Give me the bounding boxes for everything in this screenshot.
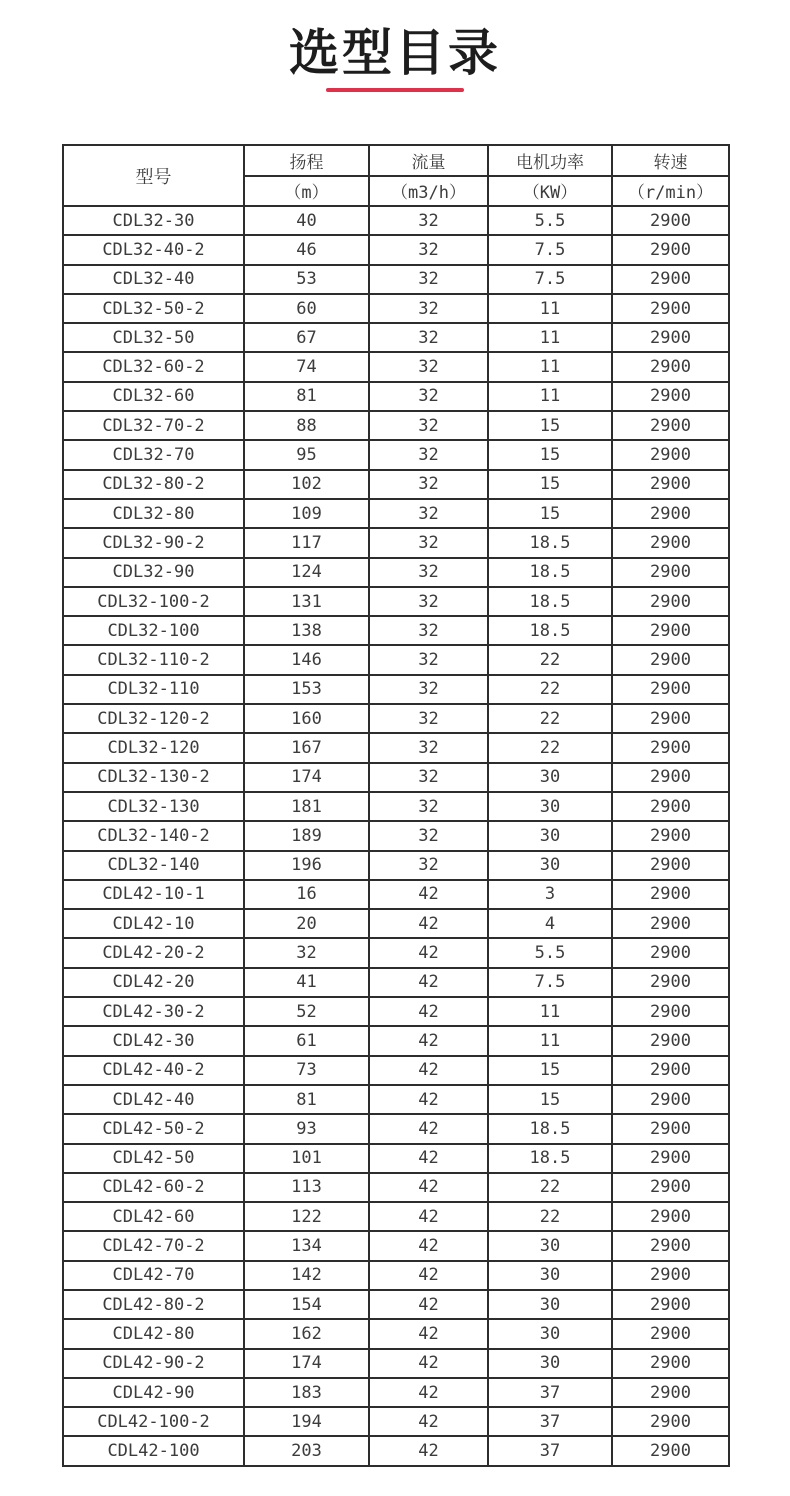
cell-head: 93	[244, 1114, 369, 1143]
cell-head: 60	[244, 294, 369, 323]
cell-head: 95	[244, 440, 369, 469]
cell-speed: 2900	[612, 440, 729, 469]
cell-head: 81	[244, 382, 369, 411]
cell-model: CDL32-130	[63, 792, 244, 821]
table-row	[63, 382, 729, 411]
column-unit-speed: （r/min）	[612, 176, 729, 207]
table-row	[63, 733, 729, 762]
cell-head: 101	[244, 1144, 369, 1173]
cell-model: CDL42-40	[63, 1085, 244, 1114]
cell-model: CDL42-30	[63, 1026, 244, 1055]
cell-power: 5.5	[488, 938, 612, 967]
table-row	[63, 1114, 729, 1143]
column-header-head: 扬程	[244, 145, 369, 176]
cell-speed: 2900	[612, 909, 729, 938]
cell-power: 18.5	[488, 558, 612, 587]
cell-flow: 42	[369, 1056, 488, 1085]
cell-head: 124	[244, 558, 369, 587]
cell-head: 174	[244, 763, 369, 792]
cell-speed: 2900	[612, 880, 729, 909]
cell-power: 30	[488, 763, 612, 792]
cell-head: 196	[244, 851, 369, 880]
cell-power: 11	[488, 997, 612, 1026]
cell-speed: 2900	[612, 1144, 729, 1173]
cell-speed: 2900	[612, 1378, 729, 1407]
cell-flow: 32	[369, 470, 488, 499]
cell-head: 153	[244, 675, 369, 704]
cell-head: 81	[244, 1085, 369, 1114]
cell-model: CDL32-90	[63, 558, 244, 587]
cell-power: 11	[488, 352, 612, 381]
cell-speed: 2900	[612, 1026, 729, 1055]
cell-power: 30	[488, 792, 612, 821]
cell-model: CDL32-80-2	[63, 470, 244, 499]
cell-head: 16	[244, 880, 369, 909]
cell-power: 22	[488, 1202, 612, 1231]
cell-power: 18.5	[488, 1144, 612, 1173]
table-row	[63, 821, 729, 850]
cell-flow: 42	[369, 1378, 488, 1407]
cell-head: 52	[244, 997, 369, 1026]
cell-speed: 2900	[612, 206, 729, 235]
catalog-table	[62, 144, 730, 1467]
cell-head: 167	[244, 733, 369, 762]
cell-flow: 32	[369, 323, 488, 352]
table-row	[63, 206, 729, 235]
cell-model: CDL42-90-2	[63, 1349, 244, 1378]
cell-speed: 2900	[612, 1261, 729, 1290]
cell-flow: 42	[369, 1231, 488, 1260]
title-underline	[326, 88, 464, 92]
table-row	[63, 440, 729, 469]
cell-model: CDL32-40	[63, 265, 244, 294]
table-row	[63, 880, 729, 909]
cell-head: 142	[244, 1261, 369, 1290]
cell-head: 20	[244, 909, 369, 938]
cell-head: 61	[244, 1026, 369, 1055]
cell-model: CDL32-50-2	[63, 294, 244, 323]
cell-flow: 32	[369, 382, 488, 411]
cell-speed: 2900	[612, 235, 729, 264]
table-row	[63, 235, 729, 264]
cell-flow: 42	[369, 1407, 488, 1436]
cell-speed: 2900	[612, 1202, 729, 1231]
table-row	[63, 528, 729, 557]
cell-power: 7.5	[488, 235, 612, 264]
table-row	[63, 645, 729, 674]
column-header-flow: 流量	[369, 145, 488, 176]
cell-model: CDL32-40-2	[63, 235, 244, 264]
cell-flow: 32	[369, 704, 488, 733]
cell-speed: 2900	[612, 587, 729, 616]
cell-speed: 2900	[612, 499, 729, 528]
table-row	[63, 352, 729, 381]
cell-model: CDL32-60	[63, 382, 244, 411]
cell-head: 122	[244, 1202, 369, 1231]
cell-power: 18.5	[488, 616, 612, 645]
column-header-model: 型号	[63, 145, 244, 206]
cell-model: CDL32-140	[63, 851, 244, 880]
cell-head: 67	[244, 323, 369, 352]
cell-head: 117	[244, 528, 369, 557]
table-row	[63, 1202, 729, 1231]
cell-power: 30	[488, 1290, 612, 1319]
cell-model: CDL42-40-2	[63, 1056, 244, 1085]
cell-speed: 2900	[612, 997, 729, 1026]
cell-model: CDL32-100-2	[63, 587, 244, 616]
cell-flow: 32	[369, 294, 488, 323]
cell-flow: 32	[369, 235, 488, 264]
table-row	[63, 265, 729, 294]
cell-model: CDL42-80	[63, 1319, 244, 1348]
cell-speed: 2900	[612, 1290, 729, 1319]
cell-head: 154	[244, 1290, 369, 1319]
cell-flow: 32	[369, 528, 488, 557]
cell-model: CDL32-50	[63, 323, 244, 352]
cell-head: 138	[244, 616, 369, 645]
cell-speed: 2900	[612, 558, 729, 587]
cell-speed: 2900	[612, 792, 729, 821]
cell-head: 131	[244, 587, 369, 616]
cell-speed: 2900	[612, 1407, 729, 1436]
cell-speed: 2900	[612, 411, 729, 440]
cell-head: 40	[244, 206, 369, 235]
cell-model: CDL32-120	[63, 733, 244, 762]
cell-speed: 2900	[612, 294, 729, 323]
cell-model: CDL42-100	[63, 1436, 244, 1465]
cell-power: 30	[488, 1349, 612, 1378]
cell-flow: 32	[369, 821, 488, 850]
cell-flow: 32	[369, 616, 488, 645]
table-row	[63, 851, 729, 880]
cell-model: CDL32-120-2	[63, 704, 244, 733]
cell-flow: 42	[369, 1144, 488, 1173]
cell-speed: 2900	[612, 352, 729, 381]
table-row	[63, 294, 729, 323]
cell-power: 37	[488, 1436, 612, 1465]
table-row	[63, 763, 729, 792]
cell-model: CDL42-20-2	[63, 938, 244, 967]
cell-power: 30	[488, 851, 612, 880]
cell-speed: 2900	[612, 851, 729, 880]
cell-head: 109	[244, 499, 369, 528]
cell-flow: 32	[369, 558, 488, 587]
cell-flow: 32	[369, 587, 488, 616]
cell-power: 22	[488, 733, 612, 762]
cell-model: CDL32-60-2	[63, 352, 244, 381]
table-row	[63, 1319, 729, 1348]
cell-model: CDL42-10	[63, 909, 244, 938]
cell-head: 194	[244, 1407, 369, 1436]
cell-speed: 2900	[612, 1085, 729, 1114]
cell-power: 7.5	[488, 265, 612, 294]
cell-speed: 2900	[612, 675, 729, 704]
cell-flow: 42	[369, 880, 488, 909]
cell-model: CDL42-100-2	[63, 1407, 244, 1436]
cell-flow: 32	[369, 851, 488, 880]
cell-flow: 42	[369, 1436, 488, 1465]
table-row	[63, 997, 729, 1026]
cell-model: CDL32-30	[63, 206, 244, 235]
cell-power: 15	[488, 470, 612, 499]
cell-flow: 42	[369, 1319, 488, 1348]
cell-model: CDL42-70-2	[63, 1231, 244, 1260]
cell-speed: 2900	[612, 968, 729, 997]
cell-model: CDL42-20	[63, 968, 244, 997]
table-row	[63, 1436, 729, 1465]
cell-power: 30	[488, 1231, 612, 1260]
cell-flow: 42	[369, 1349, 488, 1378]
cell-speed: 2900	[612, 382, 729, 411]
cell-flow: 42	[369, 1202, 488, 1231]
cell-speed: 2900	[612, 1173, 729, 1202]
table-row	[63, 1290, 729, 1319]
cell-head: 113	[244, 1173, 369, 1202]
cell-power: 15	[488, 440, 612, 469]
cell-flow: 32	[369, 763, 488, 792]
cell-flow: 42	[369, 909, 488, 938]
cell-model: CDL32-130-2	[63, 763, 244, 792]
table-header	[63, 145, 729, 206]
cell-flow: 32	[369, 265, 488, 294]
cell-power: 15	[488, 1056, 612, 1085]
table-row	[63, 470, 729, 499]
cell-power: 4	[488, 909, 612, 938]
cell-model: CDL32-110	[63, 675, 244, 704]
cell-power: 11	[488, 323, 612, 352]
cell-model: CDL42-10-1	[63, 880, 244, 909]
cell-model: CDL32-80	[63, 499, 244, 528]
cell-power: 22	[488, 675, 612, 704]
table-row	[63, 558, 729, 587]
cell-flow: 42	[369, 938, 488, 967]
cell-flow: 42	[369, 1173, 488, 1202]
cell-power: 22	[488, 704, 612, 733]
cell-speed: 2900	[612, 470, 729, 499]
cell-power: 22	[488, 1173, 612, 1202]
table-row	[63, 616, 729, 645]
cell-speed: 2900	[612, 1349, 729, 1378]
cell-model: CDL32-70-2	[63, 411, 244, 440]
cell-power: 37	[488, 1407, 612, 1436]
table-row	[63, 1085, 729, 1114]
table-row	[63, 587, 729, 616]
cell-flow: 32	[369, 645, 488, 674]
cell-power: 18.5	[488, 528, 612, 557]
cell-head: 146	[244, 645, 369, 674]
cell-power: 15	[488, 411, 612, 440]
table-row	[63, 792, 729, 821]
table-row	[63, 1378, 729, 1407]
table-row	[63, 938, 729, 967]
page-title: 选型目录	[289, 24, 501, 82]
cell-power: 30	[488, 1319, 612, 1348]
table-row	[63, 1407, 729, 1436]
header-row-labels	[63, 145, 729, 176]
cell-speed: 2900	[612, 323, 729, 352]
cell-head: 88	[244, 411, 369, 440]
cell-power: 30	[488, 1261, 612, 1290]
cell-flow: 32	[369, 352, 488, 381]
table-row	[63, 704, 729, 733]
column-unit-power: （KW）	[488, 176, 612, 207]
table-row	[63, 1231, 729, 1260]
column-header-speed: 转速	[612, 145, 729, 176]
cell-power: 3	[488, 880, 612, 909]
table-row	[63, 909, 729, 938]
cell-flow: 42	[369, 968, 488, 997]
cell-power: 15	[488, 499, 612, 528]
cell-model: CDL32-100	[63, 616, 244, 645]
cell-head: 160	[244, 704, 369, 733]
cell-head: 174	[244, 1349, 369, 1378]
cell-speed: 2900	[612, 616, 729, 645]
cell-head: 181	[244, 792, 369, 821]
table-row	[63, 1349, 729, 1378]
cell-speed: 2900	[612, 1231, 729, 1260]
cell-model: CDL42-60	[63, 1202, 244, 1231]
cell-model: CDL32-110-2	[63, 645, 244, 674]
table-row	[63, 675, 729, 704]
cell-power: 5.5	[488, 206, 612, 235]
cell-power: 11	[488, 294, 612, 323]
cell-flow: 32	[369, 411, 488, 440]
cell-head: 73	[244, 1056, 369, 1085]
cell-model: CDL42-60-2	[63, 1173, 244, 1202]
cell-model: CDL42-70	[63, 1261, 244, 1290]
cell-speed: 2900	[612, 528, 729, 557]
column-unit-head: （m）	[244, 176, 369, 207]
cell-power: 30	[488, 821, 612, 850]
cell-speed: 2900	[612, 1319, 729, 1348]
cell-flow: 32	[369, 792, 488, 821]
cell-power: 22	[488, 645, 612, 674]
cell-flow: 42	[369, 1114, 488, 1143]
cell-head: 32	[244, 938, 369, 967]
cell-model: CDL32-90-2	[63, 528, 244, 557]
cell-speed: 2900	[612, 265, 729, 294]
table-body	[63, 206, 729, 1466]
cell-flow: 42	[369, 997, 488, 1026]
cell-flow: 32	[369, 206, 488, 235]
cell-model: CDL42-30-2	[63, 997, 244, 1026]
cell-model: CDL32-140-2	[63, 821, 244, 850]
cell-head: 203	[244, 1436, 369, 1465]
cell-model: CDL42-90	[63, 1378, 244, 1407]
table-row	[63, 1261, 729, 1290]
table-row	[63, 1144, 729, 1173]
cell-model: CDL42-80-2	[63, 1290, 244, 1319]
cell-head: 183	[244, 1378, 369, 1407]
cell-flow: 42	[369, 1085, 488, 1114]
cell-flow: 32	[369, 675, 488, 704]
cell-model: CDL42-50-2	[63, 1114, 244, 1143]
cell-flow: 42	[369, 1290, 488, 1319]
table-row	[63, 411, 729, 440]
cell-speed: 2900	[612, 1056, 729, 1085]
table-row	[63, 499, 729, 528]
cell-head: 41	[244, 968, 369, 997]
cell-speed: 2900	[612, 763, 729, 792]
cell-speed: 2900	[612, 645, 729, 674]
cell-head: 53	[244, 265, 369, 294]
cell-flow: 42	[369, 1261, 488, 1290]
cell-power: 7.5	[488, 968, 612, 997]
table-row	[63, 968, 729, 997]
column-unit-flow: （m3/h）	[369, 176, 488, 207]
cell-head: 102	[244, 470, 369, 499]
table-row	[63, 1026, 729, 1055]
cell-speed: 2900	[612, 1114, 729, 1143]
column-header-power: 电机功率	[488, 145, 612, 176]
cell-head: 46	[244, 235, 369, 264]
cell-power: 15	[488, 1085, 612, 1114]
table-row	[63, 1173, 729, 1202]
cell-power: 18.5	[488, 587, 612, 616]
cell-flow: 32	[369, 499, 488, 528]
cell-head: 162	[244, 1319, 369, 1348]
cell-head: 189	[244, 821, 369, 850]
cell-flow: 32	[369, 733, 488, 762]
cell-power: 18.5	[488, 1114, 612, 1143]
cell-speed: 2900	[612, 733, 729, 762]
table-row	[63, 323, 729, 352]
cell-power: 11	[488, 1026, 612, 1055]
cell-head: 134	[244, 1231, 369, 1260]
cell-speed: 2900	[612, 1436, 729, 1465]
cell-flow: 32	[369, 440, 488, 469]
cell-power: 11	[488, 382, 612, 411]
cell-speed: 2900	[612, 938, 729, 967]
cell-power: 37	[488, 1378, 612, 1407]
cell-speed: 2900	[612, 704, 729, 733]
cell-flow: 42	[369, 1026, 488, 1055]
cell-speed: 2900	[612, 821, 729, 850]
table-row	[63, 1056, 729, 1085]
cell-head: 74	[244, 352, 369, 381]
cell-model: CDL42-50	[63, 1144, 244, 1173]
cell-model: CDL32-70	[63, 440, 244, 469]
